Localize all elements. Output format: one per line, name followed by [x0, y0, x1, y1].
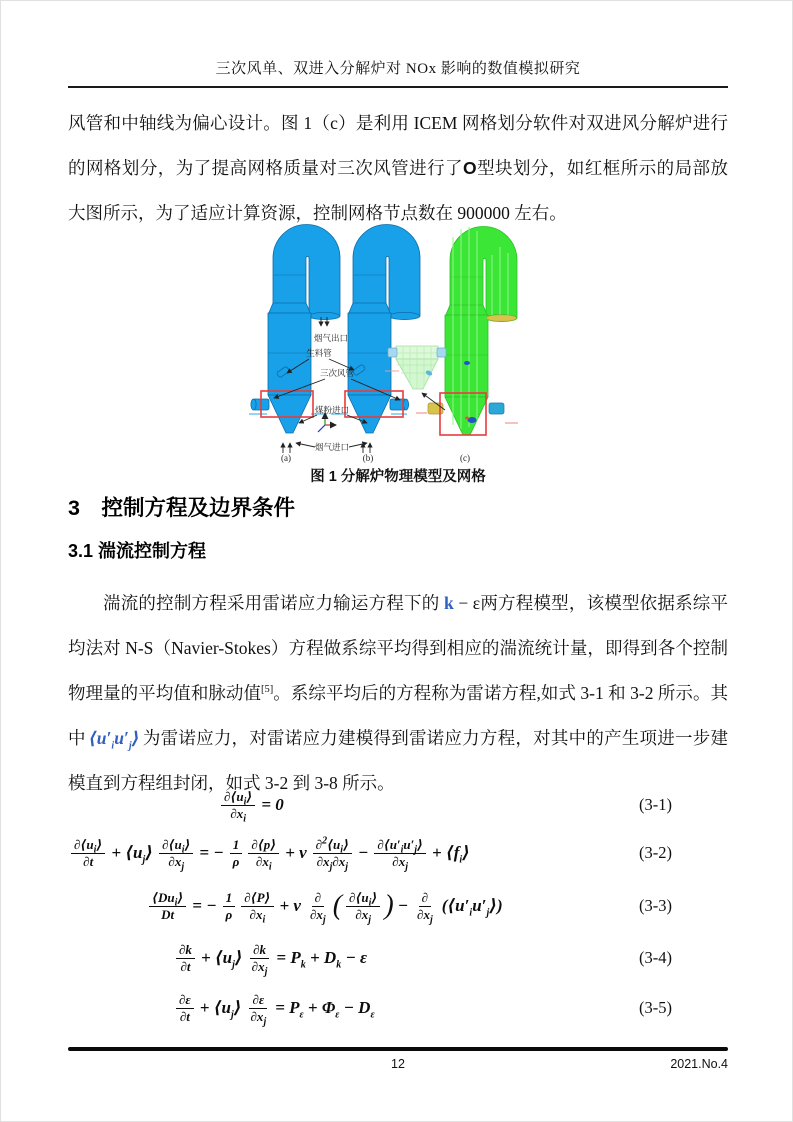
furnace-model-a — [249, 225, 340, 434]
intro-text-2: 型块划分，如红框所示的局部放大图所示，为了适应计算资源，控制网格节点数在 900000 左右。 — [68, 157, 729, 223]
equation-3-5 — [68, 983, 728, 1033]
label-model-b: (b) — [362, 453, 374, 463]
label-flue-gas-inlet: 烟气进口 — [314, 442, 350, 452]
furnace-mesh-model-c — [416, 227, 518, 436]
equation-3-1-number: (3-1) — [639, 795, 672, 814]
equation-3-4-formula: $\frac{\partial k}{\partial t}$ + $⟨u_j⟩$ $\frac{\partial k}{\partial x_j}$ = $P_k + D_k - \varepsilon$ — [173, 942, 370, 974]
nozzle-c-right — [489, 403, 504, 414]
footer-divider — [68, 1047, 728, 1051]
equation-3-2-number: (3-2) — [639, 843, 672, 862]
fin-b-right — [391, 413, 407, 415]
inset-nozzle-left — [388, 348, 397, 357]
o-block-symbol: O — [463, 157, 477, 178]
section-heading: 3 控制方程及边界条件 — [68, 496, 295, 520]
k-symbol: k — [444, 592, 454, 613]
running-header-title: 三次风单、双进入分解炉对 NOx 影响的数值模拟研究 — [215, 61, 581, 77]
furnace-models-figure — [233, 213, 563, 463]
equation-3-1-formula: $\frac{\partial⟨u_i⟩}{\partial x_i}$ = 0 — [218, 789, 287, 821]
equation-3-5-number: (3-5) — [639, 998, 672, 1017]
label-model-a: (a) — [281, 453, 291, 463]
equation-3-5-formula: $\frac{\partial\varepsilon}{\partial t}$ + $⟨u_j⟩$ $\frac{\partial\varepsilon}{\partial x_j}$ = $P_\varepsilon + \Phi_\varepsilon - D_\varepsilon$ — [173, 992, 378, 1024]
turb-text-b: 两方程模型，该模型依据系综平均法对 N-S（Navier-Stokes）方程做系综平均得到相应的湍流统计量，即得到各个控制物理量的平均值和脉动值 — [68, 592, 729, 703]
equation-3-3 — [68, 879, 728, 933]
turb-text-a: 湍流的控制方程采用雷诺应力输运方程下的 — [103, 592, 444, 613]
citation-5: [5] — [261, 683, 274, 695]
outlet-end-cap-c — [487, 315, 517, 321]
fin-a-left — [249, 413, 267, 415]
equation-3-3-number: (3-3) — [639, 896, 672, 915]
header-divider — [68, 86, 728, 88]
detail-inset — [385, 346, 446, 389]
label-raw-meal-pipe: 生料管 — [306, 348, 332, 358]
equation-3-3-formula: $\frac{⟨Du_i⟩}{Dt}$ = − $\frac{1}{\rho}$ $\frac{\partial⟨P⟩}{\partial x_i}$ + ν $\frac{\partial}{\partial x_j}$ ( $\frac{\partial⟨u_i⟩}{\partial x_j}$ ) − $\frac{\partial}{\partial x_j}$ $(⟨u'_iu'_j⟩)$ — [146, 890, 506, 922]
page-number: 12 — [391, 1057, 405, 1071]
inset-mesh-lines — [397, 347, 437, 389]
equation-block — [68, 783, 728, 1033]
turb-text-c: 。系综平均后的方程称为雷诺方程,如式 3-1 和 3-2 所示。其中 — [68, 682, 728, 748]
equation-3-2-formula: $\frac{\partial⟨u_i⟩}{\partial t}$ + $⟨u_j⟩$ $\frac{\partial⟨u_i⟩}{\partial x_j}$ = − $\frac{1}{\rho}$ $\frac{\partial⟨p⟩}{\partial x_i}$ + ν $\frac{\partial^2⟨u_i⟩}{\partial x_j\partial x_j}$ − $\frac{\partial⟨u'_iu'_j⟩}{\partial x_j}$ + $⟨f_i⟩$ — [68, 837, 473, 869]
figure-1 — [233, 213, 563, 463]
subsection-heading: 3.1 湍流控制方程 — [68, 541, 207, 561]
equation-3-1 — [68, 783, 728, 827]
turbulence-paragraph — [68, 581, 728, 806]
coordinate-axes-icon — [318, 413, 336, 432]
equation-3-2 — [68, 827, 728, 879]
label-flue-gas-outlet: 烟气出口 — [313, 333, 349, 343]
equation-3-4 — [68, 933, 728, 983]
k-eps-rest: − ε — [453, 592, 481, 613]
issue-label: 2021.No.4 — [670, 1057, 728, 1071]
inset-nozzle-right — [437, 348, 446, 357]
reynolds-stress-term: $⟨u'_iu'_j⟩$ — [88, 727, 140, 751]
intro-text-1: 风管和中轴线为偏心设计。图 1（c）是利用 ICEM 网格划分软件对双进风分解炉进行的网格划分，为了提高网格质量对三次风管进行了 — [68, 112, 728, 178]
footer — [68, 1057, 728, 1077]
label-tertiary-air-duct: 三次风管 — [319, 368, 355, 378]
label-model-c: (c) — [460, 453, 470, 463]
label-coal-powder-inlet: 煤粉进口 — [314, 405, 350, 415]
equation-3-4-number: (3-4) — [639, 948, 672, 967]
turb-text-d: 为雷诺应力，对雷诺应力建模得到雷诺应力方程，对其中的产生项进一步建模直到方程组封闭，如式 3-2 到 3-8 所示。 — [68, 727, 729, 793]
figure-caption: 图 1 分解炉物理模型及网格 — [310, 469, 486, 485]
